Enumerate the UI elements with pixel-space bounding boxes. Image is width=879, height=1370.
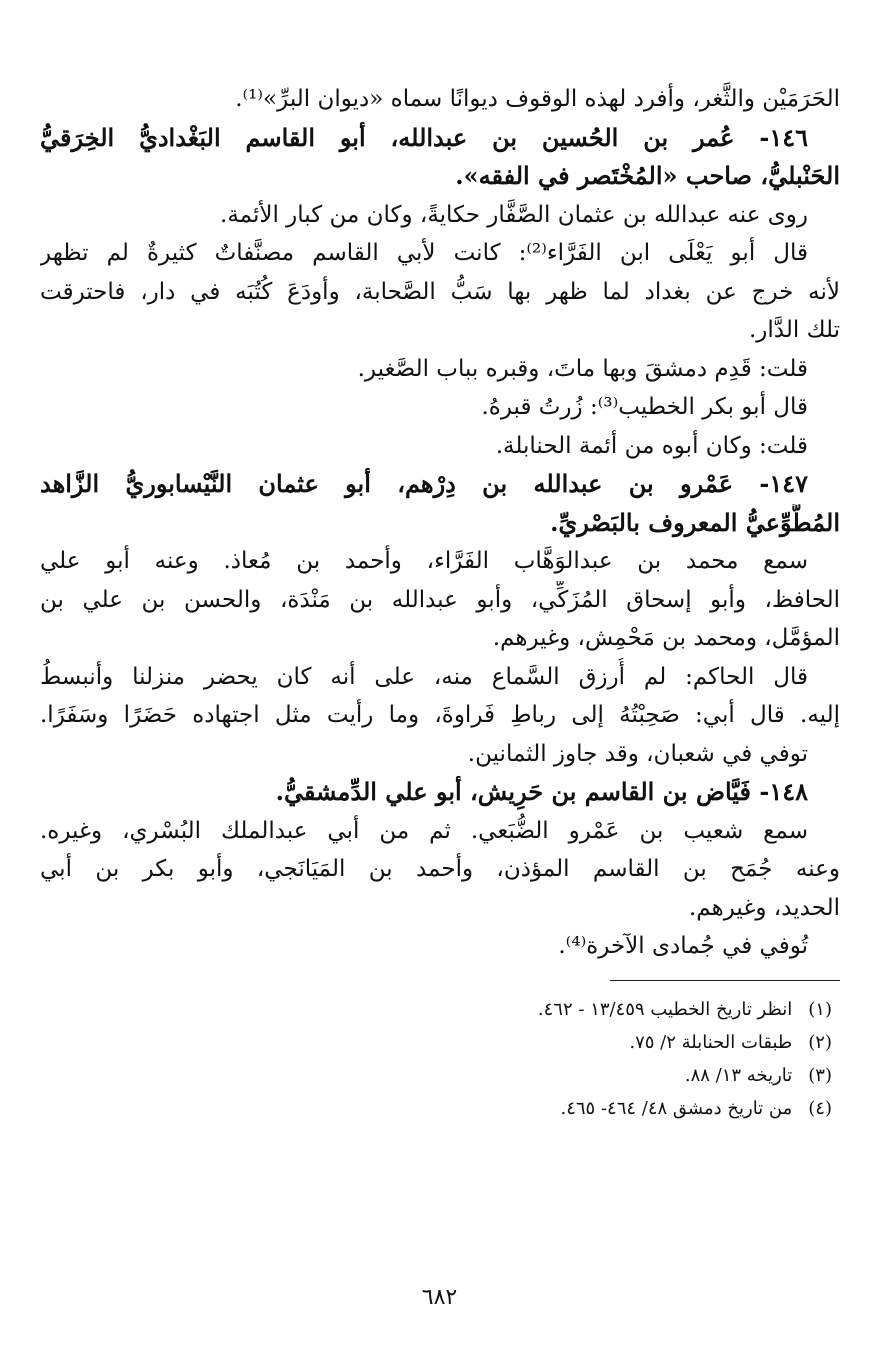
text-line: قال الحاكم: لم أُرزق السَّماع منه، على أنه كان يحضر منزلنا وأنبسطُ bbox=[40, 663, 808, 690]
entry-heading-147-cont: المُطَّوِّعيُّ المعروف بالبَصْريِّ. bbox=[550, 507, 840, 537]
text-line: المؤمَّل، ومحمد بن مَحْمِش، وغيرهم. bbox=[492, 625, 840, 651]
footnote-item bbox=[40, 993, 840, 1026]
text-line: وعنه جُمَح بن القاسم المؤذن، وأحمد بن المَيَانَجي، وأبو بكر بن أبي bbox=[40, 856, 840, 882]
text-line: قال أبو بكر الخطيب⁽³⁾: زُرتُ قبرهُ. bbox=[481, 394, 808, 420]
footnote-text: انظر تاريخ الخطيب ١٣/٤٥٩ - ٤٦٢. bbox=[537, 998, 793, 1020]
footnote-text: طبقات الحنابلة ٢/ ٧٥. bbox=[629, 1031, 793, 1053]
footnote-item bbox=[40, 1026, 840, 1059]
page-number: ٦٨٢ bbox=[421, 1285, 458, 1310]
text-line: الحديد، وغيرهم. bbox=[688, 894, 840, 921]
page-body bbox=[40, 80, 840, 1125]
footnote-number: (٣) bbox=[808, 1064, 832, 1086]
text-line: قلت: قَدِم دمشقَ وبها ماتَ، وقبره بباب الصَّغير. bbox=[357, 355, 808, 382]
footnote-number: (١) bbox=[808, 998, 832, 1020]
entry-heading-147: ١٤٧- عَمْرو بن عبدالله بن دِرْهم، أبو عثمان النَّيْسابوريُّ الزَّاهد bbox=[40, 469, 808, 498]
text-line: تلك الدَّار. bbox=[749, 317, 840, 343]
footnote-text: من تاريخ دمشق ٤٨/ ٤٦٤- ٤٦٥. bbox=[560, 1097, 793, 1119]
footnotes bbox=[40, 993, 840, 1125]
entry-heading-148: ١٤٨- فَيَّاض بن القاسم بن حَرِيش، أبو علي الدِّمشقيُّ. bbox=[275, 777, 808, 806]
footnote-item bbox=[40, 1092, 840, 1125]
text-line: لأنه خرج عن بغداد لما ظهر بها سَبُّ الصَّحابة، وأودَعَ كُتُبَه في دار، فاحترقت bbox=[40, 278, 840, 305]
text-line: روى عنه عبدالله بن عثمان الصَّفَّار حكايةً، وكان من كبار الأئمة. bbox=[220, 201, 808, 228]
text-line: قال أبو يَعْلَى ابن الفَرَّاء⁽²⁾: كانت لأبي القاسم مصنَّفاتٌ كثيرةٌ لم تظهر bbox=[40, 240, 808, 266]
footnote-number: (٤) bbox=[808, 1097, 832, 1119]
entry-heading-146: ١٤٦- عُمر بن الحُسين بن عبدالله، أبو القاسم البَغْداديُّ الخِرَقيُّ bbox=[40, 122, 808, 152]
entry-heading-146-cont: الحَنْبليُّ، صاحب «المُخْتَصر في الفقه». bbox=[455, 161, 840, 190]
text-line: تُوفي في جُمادى الآخرة⁽⁴⁾. bbox=[558, 933, 808, 959]
text-line: قلت: وكان أبوه من أئمة الحنابلة. bbox=[495, 432, 808, 459]
footnote-divider bbox=[610, 980, 840, 981]
text-line: توفي في شعبان، وقد جاوز الثمانين. bbox=[467, 740, 808, 767]
text-line: إليه. قال أبي: صَحِبْتُهُ إلى رباطِ فَراوةَ، وما رأيت مثل اجتهاده حَضَرًا وسَفَرًا. bbox=[40, 702, 840, 728]
footnote-text: تاريخه ١٣/ ٨٨. bbox=[684, 1064, 793, 1086]
text-line: الحافظ، وأبو إسحاق المُزَكِّي، وأبو عبدالله بن مَنْدَة، والحسن بن علي بن bbox=[40, 586, 840, 613]
main-text bbox=[40, 80, 840, 966]
footnote-item bbox=[40, 1059, 840, 1092]
text-line: سمع شعيب بن عَمْرو الضُّبَعي. ثم من أبي عبدالملك البُسْري، وغيره. bbox=[40, 817, 808, 844]
text-line: الحَرَمَيْن والثَّغر، وأفرد لهذه الوقوف ديوانًا سماه «ديوان البرِّ»⁽¹⁾. bbox=[235, 86, 840, 112]
footnote-number: (٢) bbox=[808, 1031, 832, 1053]
text-line: سمع محمد بن عبدالوَهَّاب الفَرَّاء، وأحمد بن مُعاذ. وعنه أبو علي bbox=[40, 548, 808, 574]
